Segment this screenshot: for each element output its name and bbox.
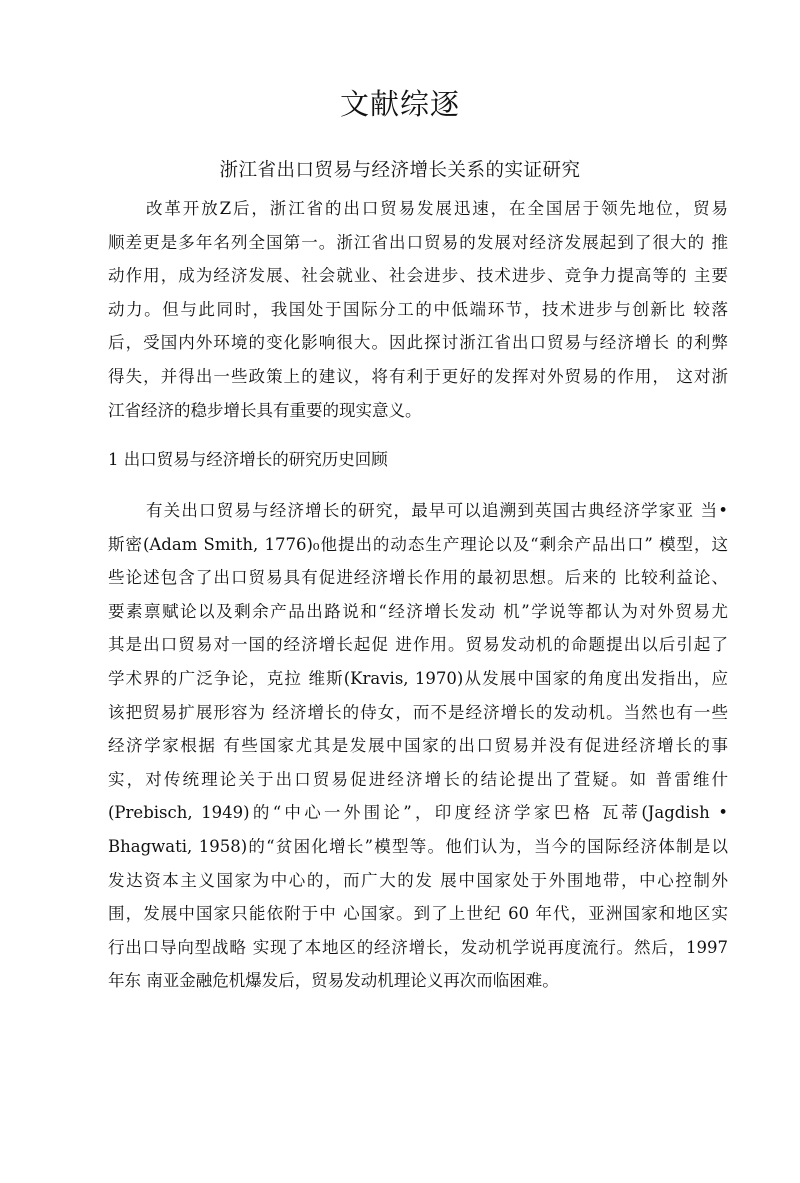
intro-line: 后，受国内外环境的变化影响很大。因此探讨浙江省出口贸易与经济增长 的利弊: [108, 333, 728, 353]
body-line: (Prebisch, 1949)的“中心一外围论”，印度经济学家巴格 瓦蒂(Jagdish •: [108, 803, 728, 823]
body-line: 有关出口贸易与经济增长的研究，最早可以追溯到英国古典经济学家亚 当•: [146, 501, 728, 520]
body-line: 年东 南亚金融危机爆发后，贸易发动机理论义再次而临困难。: [108, 971, 559, 991]
intro-line: 动作用，成为经济发展、社会就业、社会进步、技术进步、竞争力提高等的 主要: [108, 266, 728, 286]
body-line: 实，对传统理论关于出口贸易促进经济增长的结论提出了萓疑。如 普雷维什: [108, 769, 728, 789]
intro-line: 改革开放Z后，浙江省的出口贸易发展迅速，在全国居于领先地位，贸易: [146, 199, 728, 218]
body-line: 要素禀赋论以及剩余产品出路说和“经济增长发动 机”学说等都认为对外贸易尤: [108, 601, 728, 621]
section-heading: 1 出口贸易与经济增长的研究历史回顾: [108, 450, 388, 469]
document-title: 文献综逐: [339, 87, 460, 121]
body-line: 发达资本主义国家为中心的，而广大的发 展中国家处于外围地带，中心控制外: [108, 870, 728, 890]
intro-line: 江省经济的稳步增长具有重要的现实意义。: [108, 400, 422, 420]
body-line: Bhagwati, 1958)的“贫困化增长”模型等。他们认为，当今的国际经济体制是以: [108, 836, 728, 856]
body-line: 该把贸易扩展形容为 经济增长的侍女，而不是经济增长的发动机。当然也有一些: [108, 702, 728, 722]
body-line: 经济学家根据 有些国家尤其是发展中国家的出口贸易并没有促进经济增长的事: [108, 736, 728, 756]
body-line: 其是出口贸易对一国的经济增长起促 进作用。贸易发动机的命题提出以后引起了: [108, 635, 728, 655]
intro-line: 动力。但与此同时，我国处于国际分工的中低端环节，技术进步与创新比 较落: [108, 299, 728, 319]
body-line: 行出口导向型战略 实现了本地区的经济增长，发动机学说再度流行。然后，1997: [108, 937, 728, 957]
intro-line: 得失，并得出一些政策上的建议，将有利于更好的发挥对外贸易的作用， 这对浙: [108, 366, 728, 386]
body-line: 斯密(Adam Smith, 1776)₀他提出的动态生产理论以及“剩余产品出口” 模型，这: [108, 534, 728, 554]
body-paragraph: [108, 494, 728, 998]
body-line: 围，发展中国家只能依附于中 心国家。到了上世纪 60 年代，亚洲国家和地区实: [108, 904, 728, 924]
intro-paragraph: [108, 192, 728, 427]
body-line: 学术界的广泛争论，克拉 维斯(Kravis, 1970)从发展中国家的角度出发指出，应: [108, 668, 728, 688]
body-line: 些论述包含了出口贸易具有促进经济增长作用的最初思想。后来的 比较利益论、: [108, 568, 728, 588]
intro-line: 顺差更是多年名列全国第一。浙江省出口贸易的发展对经济发展起到了很大的 推: [108, 232, 728, 252]
document-subtitle: 浙江省出口贸易与经济增长关系的实证研究: [219, 160, 581, 181]
